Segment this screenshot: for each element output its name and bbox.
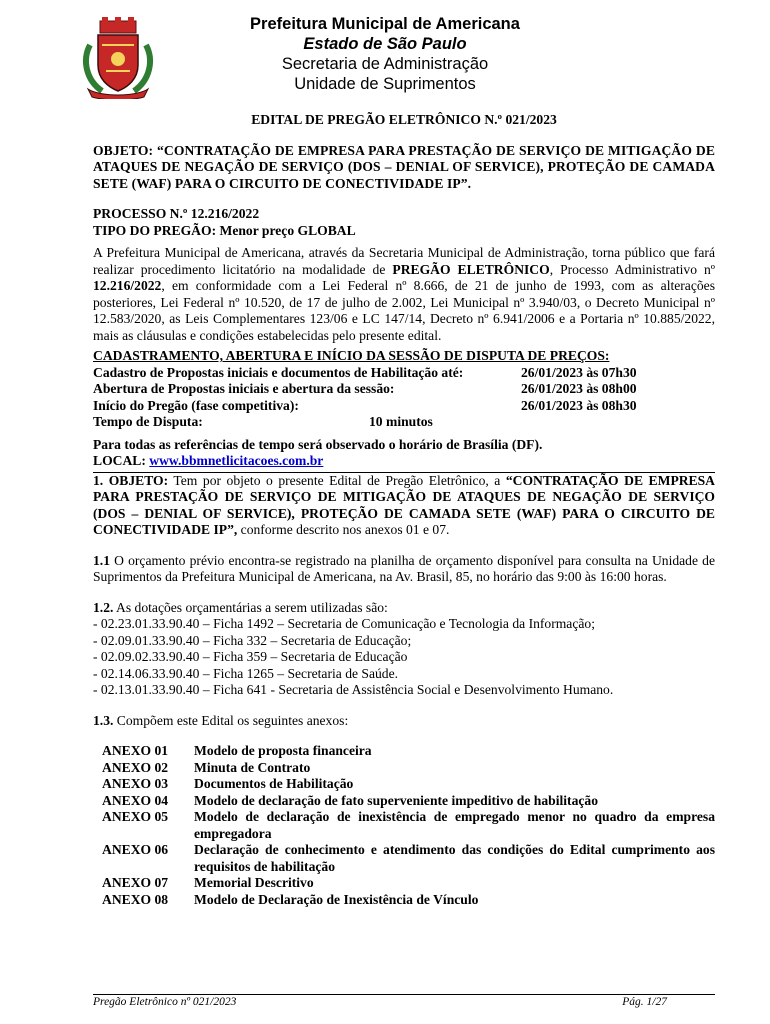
annex-description: Documentos de Habilitação [194,776,354,791]
intro-processo: 12.216/2022 [93,278,162,293]
schedule-value: 26/01/2023 às 07h30 [521,364,637,380]
schedule-value: 26/01/2023 às 08h00 [521,381,637,396]
footer-page-number: Pág. 1/27 [622,996,667,1008]
schedule-row [93,365,715,382]
local-line [93,453,715,470]
local-label: LOCAL: [93,453,146,468]
section-1-object-bold: “CONTRATAÇÃO DE EMPRESA PARA PRESTAÇÃO DE SERVIÇO DE MITIGAÇÃO DE ATAQUES DE NEGAÇÃO DE SERVIÇO (DOS – DENIAL OF SERVICE), PROTEÇÃO DE CAMADA SETE (WAF) PARA O CIRCUITO DE CONECTIVIDADE IP”, [93,472,716,537]
intro-text-2: , Processo Administrativo nº [549,261,715,277]
dotacao-item: - 02.09.01.33.90.40 – Ficha 332 – Secretaria de Educação; [93,632,412,648]
section-1-1-number: 1.1 [93,552,110,568]
tempo-value: 10 minutos [369,414,433,429]
tipo-label: TIPO DO PREGÃO [93,222,212,238]
municipality-name: Prefeitura Municipal de Americana [250,15,520,33]
schedule-value: 26/01/2023 às 08h30 [521,397,637,413]
section-1-3-text: Compõem este Edital os seguintes anexos: [113,712,349,728]
annex-row [93,760,715,777]
section-1-3-number: 1.3. [93,712,114,728]
tempo-row [93,414,715,431]
intro-paragraph [93,245,715,344]
schedule-row [93,381,715,398]
intro-text-3: , em conformidade com a Lei Federal nº 8.666, de 21 de junho de 1993, com as alterações posteriores, Lei Federal nº 10.520, de 17 de julho de 2.002, Lei Municipal nº 3.940/03, o Decreto Municipal nº 12.583/2020, as Leis Complementares 123/06 e LC 147/14, Decreto nº 6.941/2006 e a Portaria nº 10.885/2022, mais as cláusulas e condições estabelecidas pelo presente edital. [93,278,715,343]
tempo-label: Tempo de Disputa: [93,414,203,429]
annex-row [93,776,715,793]
document-title: EDITAL DE PREGÃO ELETRÔNICO N.º 021/2023 [251,112,557,127]
section-1-1 [93,553,715,586]
section-1-objeto [93,473,715,539]
annex-number: ANEXO 03 [102,776,169,791]
department-name: Secretaria de Administração [281,55,489,73]
annex-row [93,743,715,760]
annex-number: ANEXO 04 [102,792,169,808]
annex-row [93,793,715,810]
annex-description: Modelo de declaração de fato superveniente impeditivo de habilitação [194,792,598,808]
schedule-label: Início do Pregão (fase competitiva): [93,397,299,413]
schedule-heading: CADASTRAMENTO, ABERTURA E INÍCIO DA SESSÃO DE DISPUTA DE PREÇOS: [93,348,610,363]
unit-name: Unidade de Suprimentos [294,75,476,93]
section-1-number: 1. OBJETO: [93,472,169,488]
dotacao-item: - 02.23.01.33.90.40 – Ficha 1492 – Secretaria de Comunicação e Tecnologia da Informação; [93,616,595,631]
annex-number: ANEXO 07 [102,875,169,890]
dotacao-item: - 02.14.06.33.90.40 – Ficha 1265 – Secretaria de Saúde. [93,665,399,681]
annex-number: ANEXO 02 [102,759,169,775]
schedule-label: Abertura de Propostas iniciais e abertura da sessão: [93,381,395,396]
annex-description: Modelo de proposta financeira [194,743,372,758]
annex-number: ANEXO 01 [102,743,169,758]
intro-modalidade: PREGÃO ELETRÔNICO [392,261,550,277]
annex-description: Modelo de Declaração de Inexistência de Vínculo [194,891,479,907]
schedule-label: Cadastro de Propostas iniciais e documentos de Habilitação até: [93,364,464,380]
annex-row [93,809,715,842]
section-1-2-text: As dotações orçamentárias a serem utilizadas são: [113,599,388,615]
annex-number: ANEXO 08 [102,891,169,907]
annex-description: Declaração de conhecimento e atendimento das condições do Edital cumprimento aos requisitos de habilitação [194,842,715,874]
document-body [93,112,715,908]
section-1-1-text: O orçamento prévio encontra-se registrado na planilha de orçamento disponível para consulta na Unidade de Suprimentos da Prefeitura Municipal de Americana, na Av. Brasil, 85, no horário das 9:00 às 16:00 horas. [93,552,715,584]
dotacao-item: - 02.09.02.33.90.40 – Ficha 359 – Secretaria de Educação [93,649,408,664]
annex-description: Memorial Descritivo [194,875,314,890]
section-1-text: Tem por objeto o presente Edital de Pregão Eletrônico, a [168,472,506,488]
section-1-2-number: 1.2. [93,599,114,615]
tipo-pregao [93,223,715,240]
annex-description: Minuta de Contrato [194,759,311,775]
section-1-3 [93,713,715,730]
tipo-value: : Menor preço GLOBAL [211,222,356,238]
dotacao-item: - 02.13.01.33.90.40 – Ficha 641 - Secretaria de Assistência Social e Desenvolvimento Humano. [93,682,614,697]
annex-row [93,842,715,875]
letterhead [0,14,770,94]
section-1-text-end: conforme descrito nos anexos 01 e 07. [237,522,450,537]
bbmnet-link[interactable]: www.bbmnetlicitacoes.com.br [149,453,324,468]
section-1-2 [93,600,715,617]
annex-description: Modelo de declaração de inexistência de empregado menor no quadro da empresa empregadora [194,809,715,841]
brasilia-time-note: Para todas as referências de tempo será observado o horário de Brasília (DF). [93,436,543,452]
annex-row [93,892,715,909]
processo-number: PROCESSO N.º 12.216/2022 [93,206,260,221]
objeto-header: OBJETO: “CONTRATAÇÃO DE EMPRESA PARA PRESTAÇÃO DE SERVIÇO DE MITIGAÇÃO DE ATAQUES DE NEGAÇÃO DE SERVIÇO (DOS – DENIAL OF SERVICE), PROTEÇÃO DE CAMADA SETE (WAF) PARA O CIRCUITO DE CONECTIVIDADE IP”. [93,142,715,191]
intro-text-1: A Prefeitura Municipal de Americana, através da Secretaria Municipal de Administração, torna público que fará realizar procedimento licitatório na modalidade de [93,245,715,277]
annex-number: ANEXO 05 [102,809,169,824]
annex-row [93,875,715,892]
footer-document-id: Pregão Eletrônico nº 021/2023 [93,996,237,1008]
state-name: Estado de São Paulo [303,35,467,53]
annex-number: ANEXO 06 [102,842,169,857]
page-footer [93,994,715,1008]
schedule-row [93,398,715,415]
